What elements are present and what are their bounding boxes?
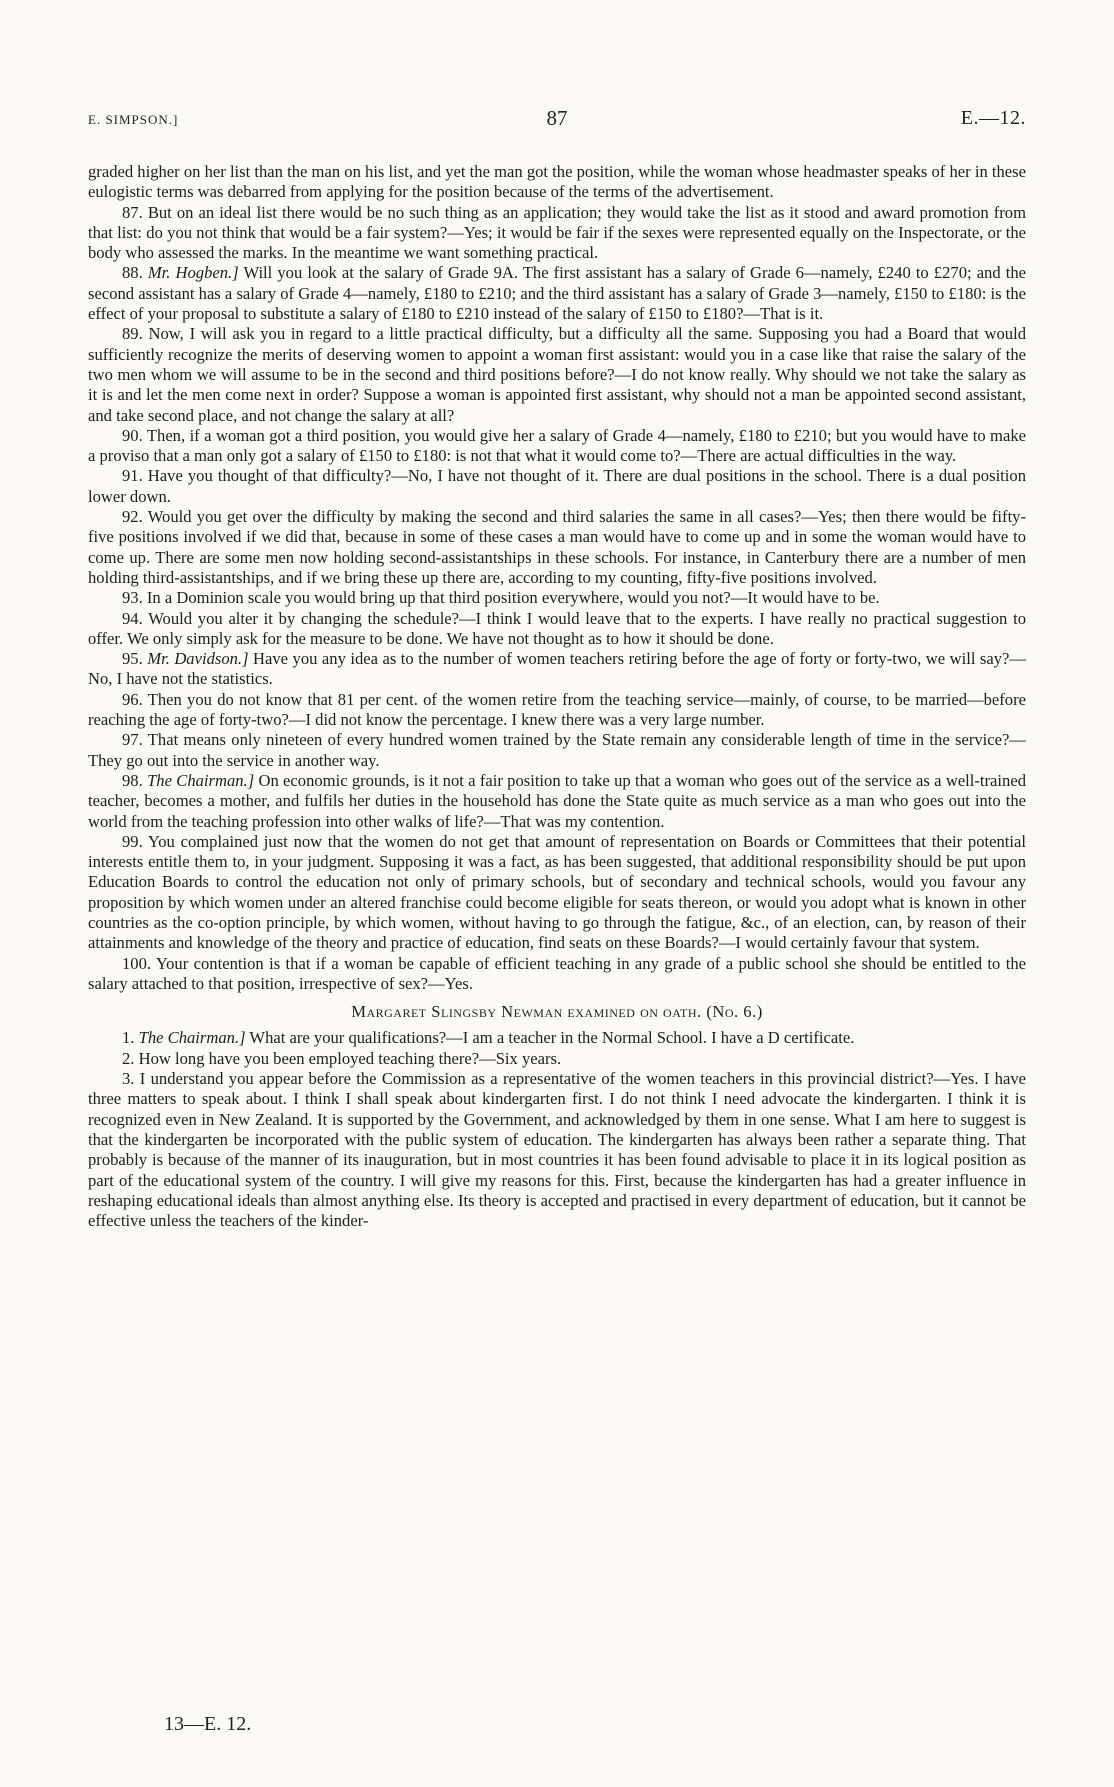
speaker-label: The Chairman.]: [138, 1028, 246, 1048]
question-94: 94. Would you alter it by changing the schedule?—I think I would leave that to the experts. I have really no practical suggestion to offer. We only simply ask for the measure to be done. We have not thought as to how it should be done.: [88, 608, 1026, 648]
question-100: 100. Your contention is that if a woman be capable of efficient teaching in any grade of a public school she should be entitled to the salary attached to that position, irrespective of sex?—Yes.: [88, 953, 1026, 993]
newman-question-3: 3. I understand you appear before the Commission as a representative of the women teachers in this provincial district?—Yes. I have three matters to speak about. I think I shall speak about kindergarten first. I do not think I need advocate the kindergarten. I think it is recognized even in New Zealand. It is supported by the Government, and acknowledged by them in one sense. What I am here to suggest is that the kindergarten be incorporated with the public system of education. The kindergarten has always been rather a separate thing. That probably is because of the manner of its inauguration, but in most countries it has been found advisable to place it in its logical position as part of the educational system of the country. I will give my reasons for this. First, because the kindergarten has had a greater influence in reshaping educational ideals than almost anything else. Its theory is accepted and practised in every department of education, but it cannot be effective unless the teachers of the kinder-: [88, 1069, 1026, 1231]
speaker-label: Mr. Hogben.]: [147, 263, 239, 283]
question-99: 99. You complained just now that the women do not get that amount of representation on Boards or Committees that their potential interests entitle them to, in your judgment. Supposing it was a fact, as has been suggested, that additional responsibility should be put upon Education Boards to control the education not only of primary schools, but of secondary and technical schools, would you favour any proposition by which women under an altered franchise could become eligible for seats thereon, or would you adopt what is known in other countries as the co-option principle, by which women, without having to go through the fatigue, &c., of an election, can, by reason of their attainments and knowledge of the theory and practice of education, find seats on these Boards?—I would certainly favour that system.: [88, 831, 1026, 953]
newman-question-2: 2. How long have you been employed teaching there?—Six years.: [122, 1048, 562, 1068]
question-text: What are your qualifications?—I am a teacher in the Normal School. I have a D certificate.: [245, 1028, 855, 1048]
question-88: [88, 263, 1026, 324]
signature-mark: 13—E. 12.: [164, 1713, 252, 1735]
question-96: 96. Then you do not know that 81 per cent. of the women retire from the teaching service—mainly, of course, to be married—before reaching the age of forty-two?—I did not know the percentage. I knew there was a very large number.: [88, 689, 1026, 730]
question-98: [88, 771, 1026, 832]
question-89: 89. Now, I will ask you in regard to a little practical difficulty, but a difficulty all the same. Supposing you had a Board that would sufficiently recognize the merits of deserving women to appoint a woman first assistant: would you in a case like that raise the salary of the two men whom we will assume to be in the second and third positions before?—I do not know really. Why should we not take the salary as it is and let the men come next in order? Suppose a woman is appointed first assistant, why should not a man be appointed second assistant, and take second place, and not change the salary at all?: [88, 324, 1026, 425]
speaker-label: Mr. Davidson.]: [147, 649, 249, 669]
speaker-label: The Chairman.]: [147, 770, 255, 790]
question-text: Will you look at the salary of Grade 9A. The first assistant has a salary of Grade 6—namely, £240 to £270; and the second assistant has a salary of Grade 4—namely, £180 to £210; and the third assistant has a salary of Grade 3—namely, £150 to £180: is the effect of your proposal to substitute a salary of £180 to £210 instead of the salary of £150 to £180?—That is it.: [88, 263, 1027, 324]
question-number: 88.: [122, 263, 143, 283]
question-97: 97. That means only nineteen of every hundred women trained by the State remain any considerable length of time in the service?—They go out into the service in another way.: [88, 730, 1026, 770]
question-95: [88, 649, 1026, 690]
paragraph-continuation: graded higher on her list than the man on his list, and yet the man got the position, while the woman whose headmaster speaks of her in these eulogistic terms was debarred from applying for the position because of the terms of the advertisement.: [88, 162, 1026, 202]
question-91: 91. Have you thought of that difficulty?—No, I have not thought of it. There are dual positions in the school. There is a dual position lower down.: [88, 466, 1026, 506]
question-93: 93. In a Dominion scale you would bring up that third position everywhere, would you not?—It would have to be.: [122, 588, 880, 608]
document-reference: E.—12.: [960, 107, 1026, 129]
question-87: 87. But on an ideal list there would be no such thing as an application; they would take the list as it stood and award promotion from that list: do you not think that would be a fair system?—Yes; it would be fair if the sexes were represented equally on the Inspectorate, or the body who assessed the marks. In the meantime we want something practical.: [88, 202, 1026, 263]
question-92: 92. Would you get over the difficulty by making the second and third salaries the same in all cases?—Yes; then there would be fifty-five positions involved if we did that, because in some of these cases a man would have to come up and in some the woman would have to come up. There are some men now holding second-assistantships in these schools. For instance, in Canterbury there are a number of men holding third-assistantships, and if we bring these up there are, according to my counting, fifty-five positions involved.: [88, 507, 1026, 587]
question-text: Have you any idea as to the number of women teachers retiring before the age of forty or forty-two, we will say?—No, I have not the statistics.: [88, 649, 1026, 689]
question-number: 95.: [122, 649, 143, 669]
question-number: 1.: [122, 1028, 135, 1048]
newman-question-1: [88, 1028, 1026, 1048]
page-header: [88, 106, 1026, 136]
question-90: 90. Then, if a woman got a third position, you would give her a salary of Grade 4—namely, £180 to £210; but you would have to make a proviso that a man only got a salary of £150 to £180: is not that what it would come to?—There are actual difficulties in the way.: [88, 425, 1026, 466]
question-number: 98.: [122, 770, 143, 790]
witness-heading: Margaret Slingsby Newman examined on oath. (No. 6.): [351, 1002, 763, 1022]
question-text: On economic grounds, is it not a fair position to take up that a woman who goes out of the service as a well-trained teacher, becomes a mother, and fulfils her duties in the household has done the State quite as much service as a man who goes out into the world from the teaching profession into other walks of life?—That was my contention.: [88, 770, 1026, 831]
page-number: 87: [546, 106, 568, 130]
header-witness-name: E. SIMPSON.]: [88, 112, 179, 127]
page-body: [88, 162, 1026, 1231]
